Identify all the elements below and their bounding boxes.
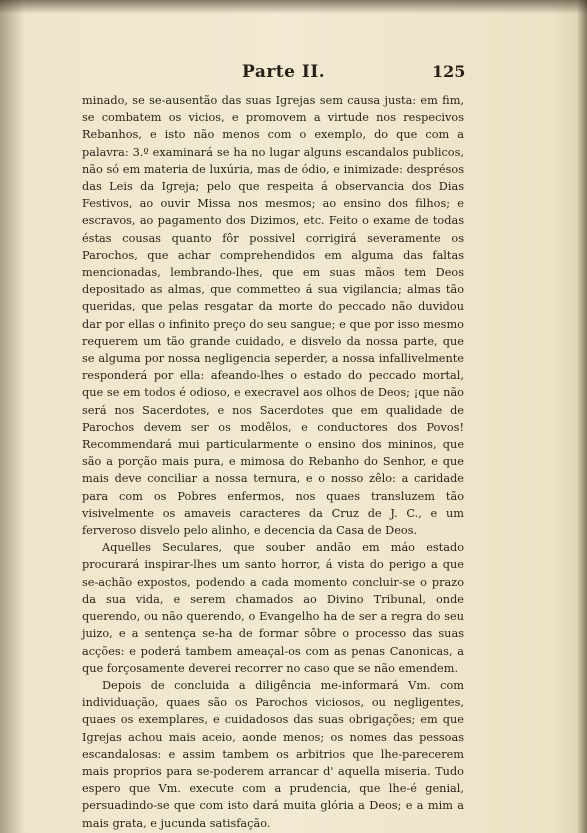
running-header-title: Parte II. (242, 62, 326, 82)
paragraph-3: Depois de concluida a diligência me-informará Vm. com individuação, quaes são os Parochos viciosos, ou negligentes, quaes os exemplares, e cuidadosos das suas obrigações; em que Igrejas achou mais aceio, aonde menos; os nomes das pessoas escandalosas: e assim tambem os arbitrios que lhe-parecerem mais proprios para se-poderem arrancar d' aquella miseria. Tudo espero que Vm. execute com a prudencia, que lhe-é genial, persuadindo-se que com isto dará muita glória a Deos; e a mim a mais grata, e jucunda satisfação. (82, 678, 464, 830)
paragraph-1: minado, se se-ausentão das suas Igrejas sem causa justa: em fim, se combatem os vicios, e promovem a virtude nos respecivos Rebanhos, e isto não menos com o exemplo, do que com a palavra: 3.º examinará se ha no lugar alguns escandalos publicos, não só em materia de luxúria, mas de ódio, e inimizade: desprésos das Leis da Igreja; pelo que respeita á observancia dos Dias Festivos, ao ouvir Missa nos mesmos; ao ensino dos filhos; e escravos, ao pagamento dos Dizimos, etc. Feito o exame de todas éstas cousas quanto fôr possivel corrigirá severamente os Parochos, que achar comprehendidos em alguma das faltas mencionadas, lembrando-lhes, que em suas mãos tem Deos depositado as almas, que commetteo á sua vigilancia; almas tão queridas, que pelas resgatar da morte do peccado não duvidou dar por ellas o infinito preço do seu sangue; e que por isso mesmo requerem um tão grande cuidado, e disvelo da nossa parte, que se alguma por nossa negligencia seperder, a nossa infallivelmente responderá por ella: afeando-lhes o estado do peccado mortal, que se em todos é odioso, e execravel aos olhos de Deos; ¡que não será nos Sacerdotes, e nos Sacerdotes que em qualidade de Parochos devem ser os modêlos, e conductores dos Povos! Recommendará mui particularmente o ensino dos mininos, que são a porção mais pura, e mimosa do Rebanho do Senhor, e que mais deve conciliar a nossa ternura, e o nosso zêlo: a caridade para com os Pobres enfermos, nos quaes transluzem tão visivelmente os amaveis caracteres da Cruz de J. C., e um ferveroso disvelo pelo alinho, e decencia da Casa de Deos. (82, 94, 464, 538)
running-header (82, 58, 462, 84)
paragraph-2: Aquelles Seculares, que souber andão em máo estado procurará inspirar-lhes um santo horror, á vista do perigo a que se-achão expostos, podendo a cada momento concluir-se o prazo da sua vida, e serem chamados ao Divino Tribunal, onde querendo, ou não querendo, o Evangelho ha de ser a regra do seu juizo, e a sentença se-ha de formar sôbre o processo das suas acções: e poderá tambem ameaçal-os com as penas Canonicas, a que forçosamente deverei recorrer no caso que se não emendem. (82, 541, 464, 675)
page-right-edge (577, 0, 587, 833)
page-number: 125 (432, 62, 466, 81)
body-text (82, 92, 464, 832)
gutter-shadow (0, 0, 24, 833)
page-top-edge (0, 0, 587, 14)
